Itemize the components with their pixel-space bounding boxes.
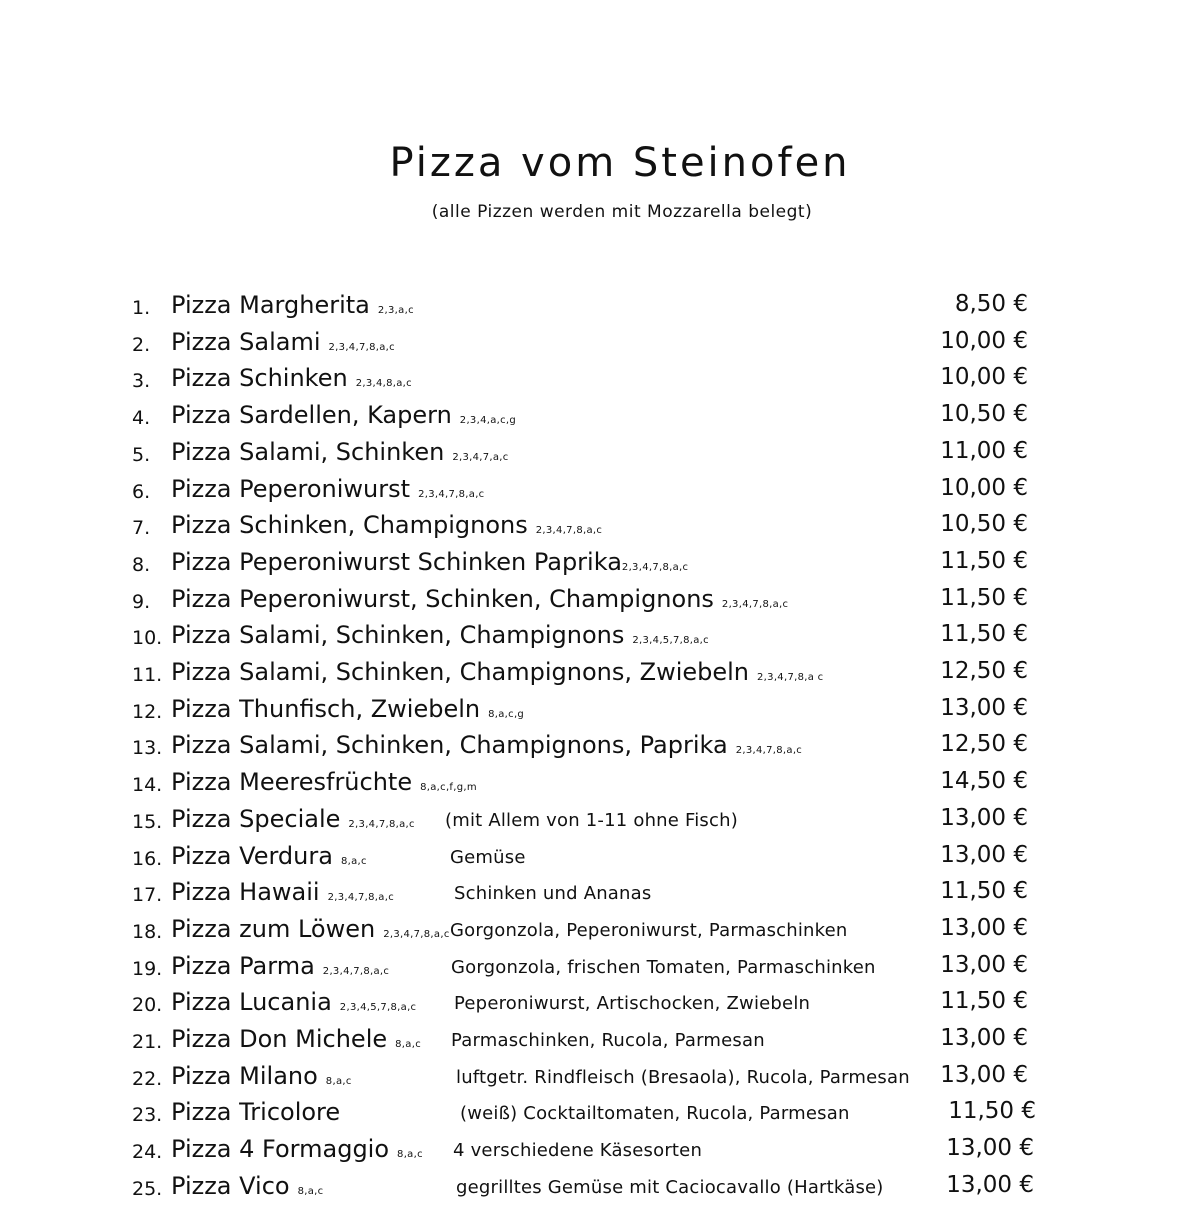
menu-item	[0, 765, 1200, 801]
item-name-text: Pizza Peperoniwurst	[171, 475, 411, 503]
allergen-codes: 8,a,c	[340, 856, 367, 867]
menu-item	[0, 912, 1200, 948]
allergen-codes: 2,3,4,7,8,a,c	[735, 745, 803, 756]
item-number: 6.	[132, 481, 151, 503]
menu-item	[0, 288, 1200, 324]
item-name	[171, 1098, 348, 1126]
menu-item	[0, 839, 1200, 875]
item-name-text: Pizza Salami, Schinken, Champignons	[171, 621, 625, 649]
item-price: 13,00 €	[940, 1062, 1028, 1088]
item-name	[171, 768, 477, 796]
item-number: 22.	[132, 1068, 163, 1090]
menu-item	[0, 1022, 1200, 1058]
item-name	[171, 1135, 423, 1163]
item-price: 13,00 €	[940, 915, 1028, 941]
item-name-text: Pizza Parma	[171, 952, 315, 980]
allergen-codes: 2,3,4,7,8,a,c	[621, 562, 689, 573]
allergen-codes: 8,a,c,f,g,m	[420, 782, 477, 793]
item-name	[171, 438, 509, 466]
item-price: 11,50 €	[940, 548, 1028, 574]
item-name-text: Pizza Salami, Schinken	[171, 438, 445, 466]
allergen-codes: 2,3,4,7,8,a c	[757, 672, 824, 683]
menu-item	[0, 618, 1200, 654]
item-number: 25.	[132, 1178, 163, 1200]
item-name-text: Pizza Don Michele	[171, 1025, 388, 1053]
item-number: 7.	[132, 517, 151, 539]
item-name	[171, 988, 416, 1016]
item-number: 14.	[132, 774, 163, 796]
item-number: 8.	[132, 554, 151, 576]
item-number: 11.	[132, 664, 163, 686]
item-name	[171, 291, 414, 319]
allergen-codes: 2,3,4,7,8,a,c	[418, 489, 485, 500]
menu-item	[0, 692, 1200, 728]
item-name	[171, 952, 389, 980]
item-name	[171, 842, 367, 870]
item-price: 13,00 €	[946, 1172, 1034, 1198]
item-price: 11,50 €	[940, 988, 1028, 1014]
item-price: 10,00 €	[940, 475, 1028, 501]
page-subtitle: (alle Pizzen werden mit Mozzarella belegt)	[431, 202, 813, 222]
menu-item	[0, 398, 1200, 434]
item-description: Gorgonzola, Peperoniwurst, Parmaschinken	[450, 920, 848, 941]
item-description: luftgetr. Rindfleisch (Bresaola), Rucola, Parmesan	[456, 1067, 910, 1088]
menu-item	[0, 949, 1200, 985]
item-price: 14,50 €	[940, 768, 1028, 794]
item-name-text: Pizza Tricolore	[171, 1098, 341, 1126]
item-price: 12,50 €	[940, 658, 1028, 684]
item-number: 5.	[132, 444, 151, 466]
item-price: 11,50 €	[940, 878, 1028, 904]
item-price: 10,00 €	[940, 364, 1028, 390]
item-description: (mit Allem von 1-11 ohne Fisch)	[445, 810, 738, 831]
allergen-codes: 2,3,4,a,c,g	[459, 415, 517, 426]
item-description: gegrilltes Gemüse mit Caciocavallo (Hartkäse)	[456, 1177, 884, 1198]
item-name-text: Pizza Salami, Schinken, Champignons, Zwiebeln	[171, 658, 750, 686]
item-name-text: Pizza Hawaii	[171, 878, 320, 906]
menu-item	[0, 985, 1200, 1021]
menu-item	[0, 875, 1200, 911]
item-name	[171, 621, 709, 649]
item-name-text: Pizza Speciale	[171, 805, 341, 833]
menu-item	[0, 325, 1200, 361]
menu-item	[0, 508, 1200, 544]
item-description: Schinken und Ananas	[454, 883, 652, 904]
item-name	[171, 695, 524, 723]
item-name-text: Pizza zum Löwen	[171, 915, 376, 943]
item-price: 11,50 €	[948, 1098, 1036, 1124]
allergen-codes: 2,3,4,7,8,a,c	[328, 342, 395, 353]
item-number: 12.	[132, 701, 163, 723]
item-name-text: Pizza Meeresfrüchte	[171, 768, 413, 796]
item-price: 13,00 €	[946, 1135, 1034, 1161]
item-number: 19.	[132, 958, 163, 980]
item-name-text: Pizza 4 Formaggio	[171, 1135, 390, 1163]
item-number: 20.	[132, 994, 163, 1016]
item-name	[171, 548, 688, 576]
item-number: 13.	[132, 737, 163, 759]
item-number: 23.	[132, 1104, 163, 1126]
pizza-menu-list	[0, 288, 1200, 1200]
item-number: 9.	[132, 591, 151, 613]
item-number: 1.	[132, 297, 151, 319]
allergen-codes: 2,3,4,5,7,8,a,c	[632, 635, 709, 646]
item-number: 18.	[132, 921, 163, 943]
allergen-codes: 8,a,c	[325, 1076, 352, 1087]
allergen-codes: 2,3,4,7,8,a,c	[327, 892, 394, 903]
item-name-text: Pizza Sardellen, Kapern	[171, 401, 452, 429]
item-name	[171, 1172, 323, 1200]
item-price: 10,00 €	[940, 328, 1028, 354]
menu-item	[0, 1059, 1200, 1095]
item-description: Parmaschinken, Rucola, Parmesan	[451, 1030, 765, 1051]
allergen-codes: 8,a,c	[395, 1039, 421, 1050]
item-number: 2.	[132, 334, 151, 356]
item-name-text: Pizza Peperoniwurst Schinken Paprika	[171, 548, 622, 576]
allergen-codes: 2,3,4,7,8,a,c	[535, 525, 603, 536]
allergen-codes: 8,a,c	[397, 1149, 423, 1160]
item-name-text: Pizza Lucania	[171, 988, 332, 1016]
item-price: 10,50 €	[940, 511, 1028, 537]
allergen-codes: 2,3,4,7,a,c	[452, 452, 509, 463]
item-name	[171, 475, 484, 503]
item-price: 12,50 €	[940, 731, 1028, 757]
item-name	[171, 364, 412, 392]
allergen-codes: 2,3,a,c	[377, 305, 414, 316]
menu-item	[0, 435, 1200, 471]
item-name	[171, 585, 788, 613]
item-name	[171, 1062, 352, 1090]
item-description: Gemüse	[450, 847, 526, 868]
item-name-text: Pizza Verdura	[171, 842, 333, 870]
item-name	[171, 401, 516, 429]
item-number: 4.	[132, 407, 151, 429]
item-number: 24.	[132, 1141, 163, 1163]
menu-item	[0, 802, 1200, 838]
menu-item	[0, 1095, 1200, 1131]
menu-item	[0, 655, 1200, 691]
menu-item	[0, 545, 1200, 581]
item-price: 11,50 €	[940, 585, 1028, 611]
item-name-text: Pizza Schinken, Champignons	[171, 511, 528, 539]
allergen-codes: 8,a,c,g	[488, 709, 525, 720]
item-price: 13,00 €	[940, 805, 1028, 831]
item-description: 4 verschiedene Käsesorten	[453, 1140, 703, 1161]
item-description: Peperoniwurst, Artischocken, Zwiebeln	[454, 993, 811, 1014]
item-price: 13,00 €	[940, 842, 1028, 868]
allergen-codes: 2,3,4,7,8,a,c	[383, 929, 450, 940]
page-title: Pizza vom Steinofen	[389, 140, 851, 186]
allergen-codes: 2,3,4,7,8,a,c	[348, 819, 415, 830]
item-name-text: Pizza Milano	[171, 1062, 318, 1090]
item-description: Gorgonzola, frischen Tomaten, Parmaschinken	[451, 957, 876, 978]
item-name	[171, 1025, 421, 1053]
menu-item	[0, 472, 1200, 508]
item-name	[171, 878, 394, 906]
item-name	[171, 915, 450, 943]
item-name-text: Pizza Margherita	[171, 291, 370, 319]
item-name	[171, 805, 415, 833]
item-name	[171, 731, 802, 759]
item-number: 3.	[132, 370, 151, 392]
item-name-text: Pizza Schinken	[171, 364, 348, 392]
item-name-text: Pizza Thunfisch, Zwiebeln	[171, 695, 481, 723]
allergen-codes: 2,3,4,7,8,a,c	[322, 966, 390, 977]
item-name	[171, 511, 602, 539]
item-number: 16.	[132, 848, 163, 870]
item-name-text: Pizza Salami, Schinken, Champignons, Paprika	[171, 731, 728, 759]
item-price: 13,00 €	[940, 695, 1028, 721]
item-price: 11,00 €	[940, 438, 1028, 464]
item-name	[171, 328, 395, 356]
menu-item	[0, 728, 1200, 764]
allergen-codes: 2,3,4,5,7,8,a,c	[339, 1002, 417, 1013]
menu-item	[0, 1132, 1200, 1168]
allergen-codes: 2,3,4,7,8,a,c	[721, 599, 789, 610]
allergen-codes: 8,a,c	[297, 1186, 324, 1197]
item-name	[171, 658, 823, 686]
menu-item	[0, 361, 1200, 397]
item-price: 8,50 €	[954, 291, 1028, 317]
item-name-text: Pizza Peperoniwurst, Schinken, Champignons	[171, 585, 714, 613]
item-number: 10.	[132, 627, 163, 649]
menu-item	[0, 582, 1200, 618]
item-price: 11,50 €	[940, 621, 1028, 647]
item-name-text: Pizza Salami	[171, 328, 321, 356]
item-price: 13,00 €	[940, 952, 1028, 978]
item-description: (weiß) Cocktailtomaten, Rucola, Parmesan	[460, 1103, 850, 1124]
item-number: 21.	[132, 1031, 163, 1053]
allergen-codes: 2,3,4,8,a,c	[355, 378, 412, 389]
item-number: 15.	[132, 811, 163, 833]
item-name-text: Pizza Vico	[171, 1172, 290, 1200]
item-price: 10,50 €	[940, 401, 1028, 427]
item-price: 13,00 €	[940, 1025, 1028, 1051]
item-number: 17.	[132, 884, 163, 906]
